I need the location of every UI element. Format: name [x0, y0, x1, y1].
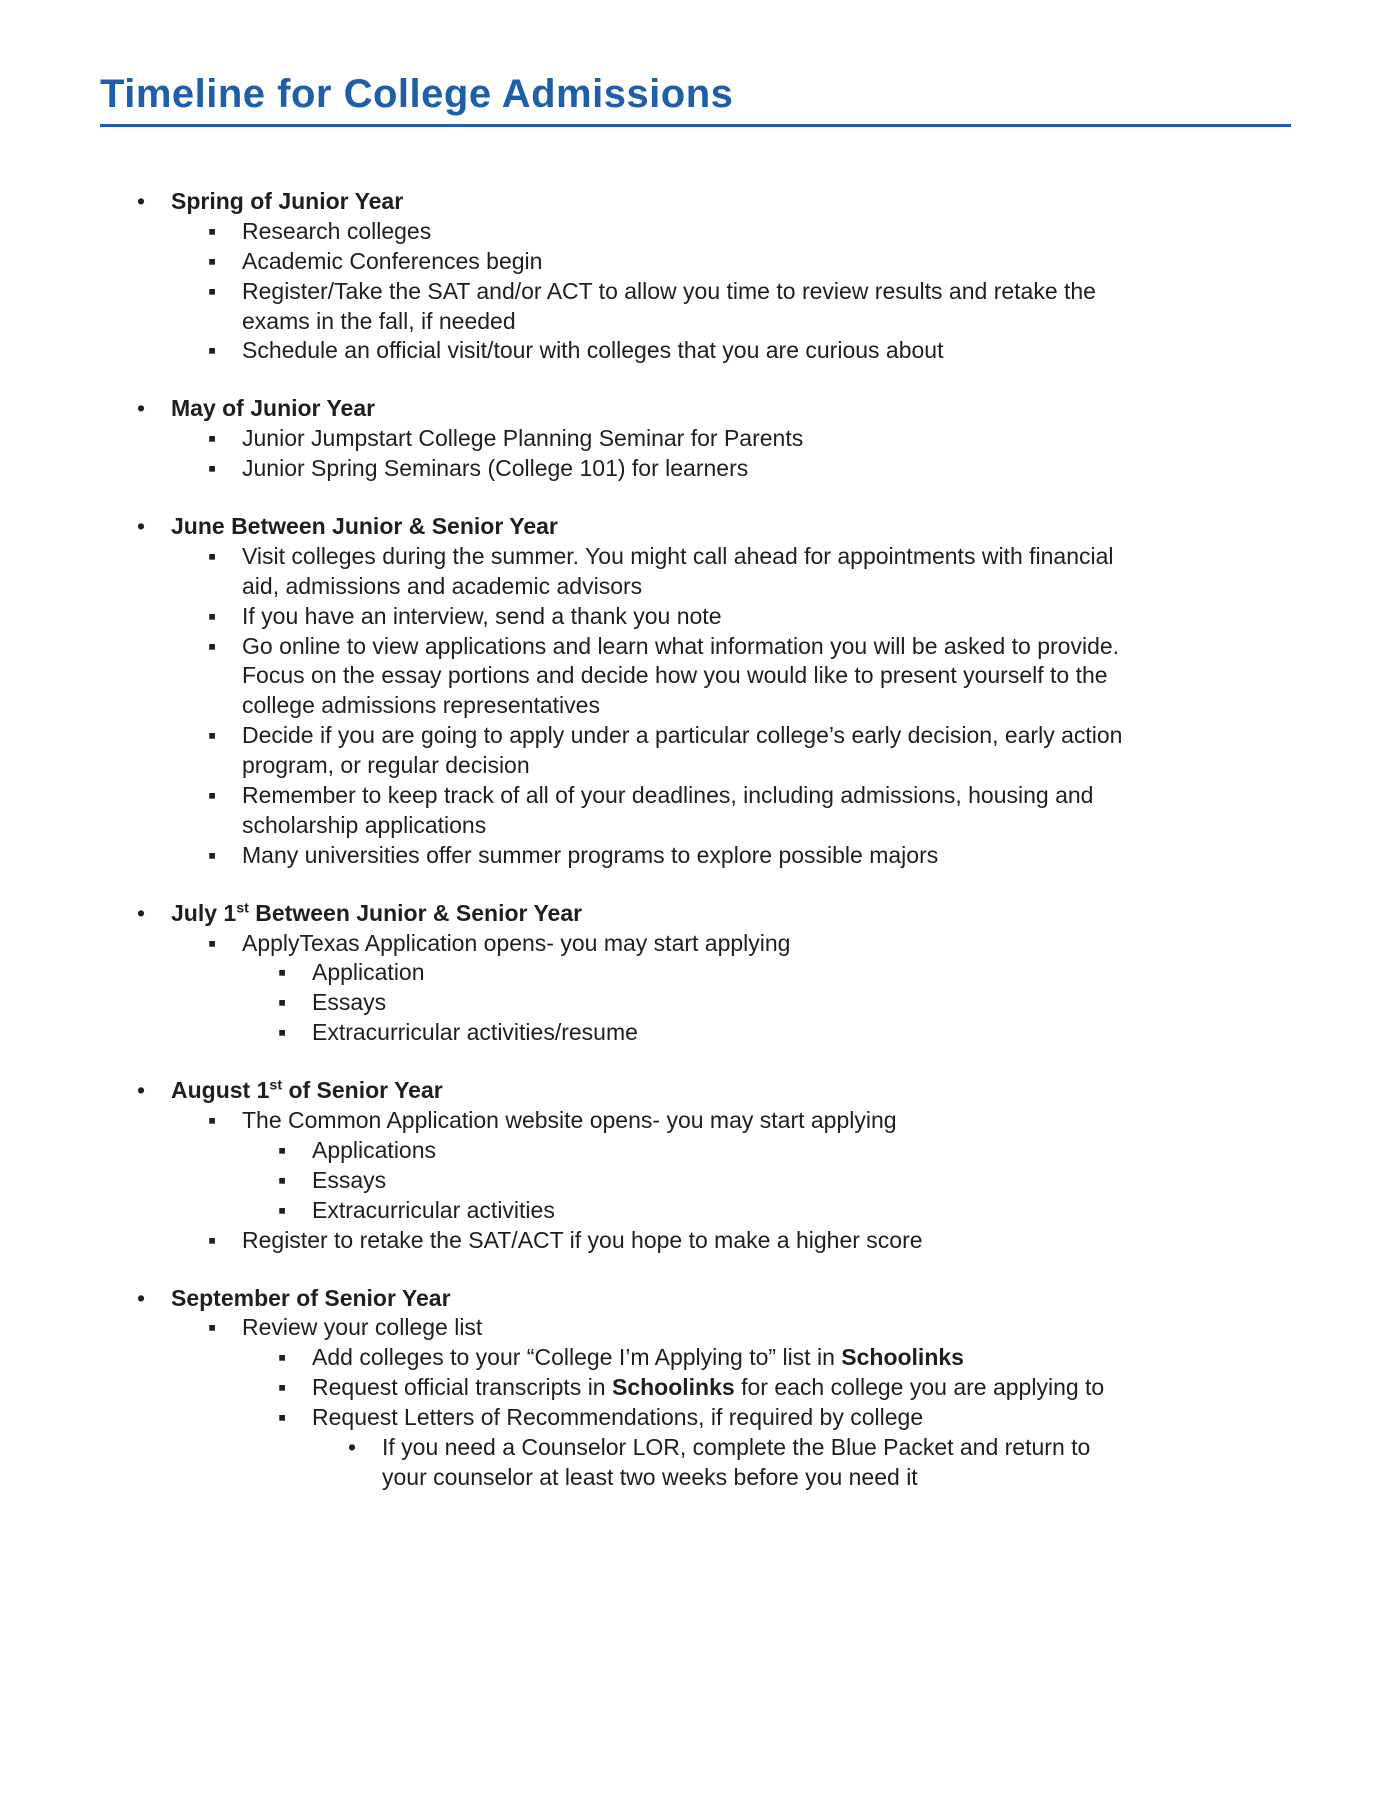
item-text: Junior Jumpstart College Planning Seminar for Parents [242, 425, 804, 452]
item-text: The Common Application website opens- you may start applying [242, 1107, 897, 1134]
item-text: Remember to keep track of all of your deadlines, including admissions, housing and scholarship applications [242, 782, 1094, 838]
bullet-icon: ▪ [278, 1136, 287, 1163]
list-subitem [278, 958, 1140, 988]
bullet-icon: ▪ [278, 1019, 287, 1046]
heading-text: August 1 [171, 1077, 270, 1104]
ordinal-superscript: st [236, 900, 249, 917]
list-item [208, 277, 1140, 337]
item-text-segment: Add colleges to your “College I’m Applying to” list in [312, 1344, 842, 1371]
bullet-icon: ▪ [278, 1344, 287, 1371]
item-text: Register/Take the SAT and/or ACT to allow you time to review results and retake the exams in the fall, if needed [242, 277, 1096, 334]
bullet-icon: ▪ [278, 989, 287, 1016]
heading-text: of Senior Year [282, 1077, 443, 1104]
bullet-icon: • [137, 395, 146, 422]
bullet-icon: ▪ [278, 1166, 287, 1193]
bullet-icon: • [137, 1077, 146, 1104]
bullet-icon: • [137, 188, 146, 214]
timeline-section [100, 1076, 1140, 1255]
timeline-section [100, 187, 1140, 366]
section-heading [171, 899, 582, 929]
list-item [208, 1226, 1140, 1256]
title-divider [100, 124, 1291, 127]
section-heading: Spring of Junior Year [171, 188, 404, 214]
bullet-icon: ▪ [278, 959, 287, 986]
bullet-icon: ▪ [208, 1314, 217, 1341]
section-heading-row [137, 394, 1140, 424]
list-item [208, 542, 1140, 602]
item-text-segment: Request official transcripts in [312, 1374, 612, 1401]
list-item [208, 1313, 1140, 1343]
list-item [208, 336, 1140, 366]
item-text-bold: Schoolinks [841, 1344, 964, 1371]
bullet-icon: ▪ [208, 217, 217, 244]
list-subitem [278, 1196, 1140, 1226]
timeline-section [100, 512, 1140, 871]
list-subitem [278, 1166, 1140, 1196]
item-text: Register to retake the SAT/ACT if you hope to make a higher score [242, 1226, 923, 1253]
item-text: Go online to view applications and learn what information you will be asked to provide. Focus on the essay portions and decide how you would like to present yourself to the college admissions representatives [242, 632, 1120, 719]
section-heading-row [137, 899, 1140, 929]
list-subsubitem [348, 1433, 1140, 1493]
heading-text: July 1 [171, 899, 237, 926]
item-text: If you need a Counselor LOR, complete the Blue Packet and return to your counselor at least two weeks before you need it [382, 1433, 1091, 1490]
item-text [312, 1373, 1104, 1403]
list-item [208, 602, 1140, 632]
bullet-icon: ▪ [208, 542, 217, 569]
bullet-icon: ▪ [208, 455, 217, 482]
section-heading: May of Junior Year [171, 395, 376, 422]
bullet-icon: ▪ [278, 1404, 287, 1431]
item-text: Junior Spring Seminars (College 101) for learners [242, 455, 749, 482]
heading-text: Between Junior & Senior Year [248, 899, 583, 926]
bullet-icon: ▪ [208, 929, 217, 956]
item-text-bold: Schoolinks [612, 1374, 735, 1401]
bullet-icon: ▪ [208, 722, 217, 749]
bullet-icon: • [348, 1433, 357, 1460]
item-text: Applications [312, 1136, 437, 1163]
bullet-icon: ▪ [208, 337, 217, 364]
list-subitem [278, 1343, 1140, 1373]
section-heading: September of Senior Year [171, 1284, 451, 1311]
bullet-icon: ▪ [208, 602, 217, 629]
item-text: Extracurricular activities [312, 1196, 555, 1223]
list-subitem [278, 1018, 1140, 1048]
item-text: Visit colleges during the summer. You might call ahead for appointments with financial aid, admissions and academic advisors [242, 542, 1114, 599]
bullet-icon: ▪ [208, 782, 217, 809]
list-item [208, 454, 1140, 484]
timeline-section [100, 1284, 1140, 1493]
item-text: If you have an interview, send a thank you note [242, 602, 722, 629]
list-item [208, 217, 1140, 247]
item-text: Review your college list [242, 1314, 483, 1341]
bullet-icon: ▪ [278, 1374, 287, 1401]
bullet-icon: • [137, 513, 146, 540]
section-heading [171, 1076, 443, 1106]
bullet-icon: ▪ [208, 1107, 217, 1134]
list-item [208, 247, 1140, 277]
list-subitem [278, 1136, 1140, 1166]
bullet-icon: • [137, 1284, 146, 1311]
list-item [208, 781, 1140, 841]
item-text: Decide if you are going to apply under a particular college’s early decision, early action program, or regular decision [242, 722, 1123, 779]
bullet-icon: • [137, 899, 146, 926]
list-item [208, 632, 1140, 722]
list-subitem [278, 1373, 1140, 1403]
item-text: Extracurricular activities/resume [312, 1019, 638, 1046]
list-item [208, 424, 1140, 454]
list-item [208, 929, 1140, 959]
item-text [312, 1343, 964, 1373]
bullet-icon: ▪ [278, 1196, 287, 1223]
list-subitem [278, 1403, 1140, 1433]
item-text: Essays [312, 1166, 387, 1193]
item-text: ApplyTexas Application opens- you may start applying [242, 929, 791, 956]
bullet-icon: ▪ [208, 247, 217, 274]
list-item [208, 1106, 1140, 1136]
item-text: Many universities offer summer programs to explore possible majors [242, 841, 939, 868]
item-text-segment: for each college you are applying to [734, 1374, 1105, 1401]
section-heading-row [137, 512, 1140, 542]
section-heading: June Between Junior & Senior Year [171, 513, 558, 540]
bullet-icon: ▪ [208, 277, 217, 304]
timeline-section [100, 899, 1140, 1048]
timeline-sections [100, 187, 1140, 1493]
item-text: Essays [312, 989, 387, 1016]
item-text: Research colleges [242, 217, 432, 244]
bullet-icon: ▪ [208, 425, 217, 452]
item-text: Application [312, 959, 425, 986]
list-subitem [278, 988, 1140, 1018]
item-text: Academic Conferences begin [242, 247, 543, 274]
ordinal-superscript: st [269, 1077, 283, 1094]
section-heading-row [137, 1284, 1140, 1314]
bullet-icon: ▪ [208, 1226, 217, 1253]
timeline-section [100, 394, 1140, 484]
item-text: Request Letters of Recommendations, if required by college [312, 1404, 924, 1431]
list-item [208, 841, 1140, 871]
section-heading-row [137, 1076, 1140, 1106]
item-text: Schedule an official visit/tour with colleges that you are curious about [242, 337, 944, 364]
list-item [208, 721, 1140, 781]
section-heading-row [137, 187, 1140, 217]
page-title: Timeline for College Admissions [100, 72, 734, 116]
bullet-icon: ▪ [208, 841, 217, 868]
bullet-icon: ▪ [208, 632, 217, 659]
